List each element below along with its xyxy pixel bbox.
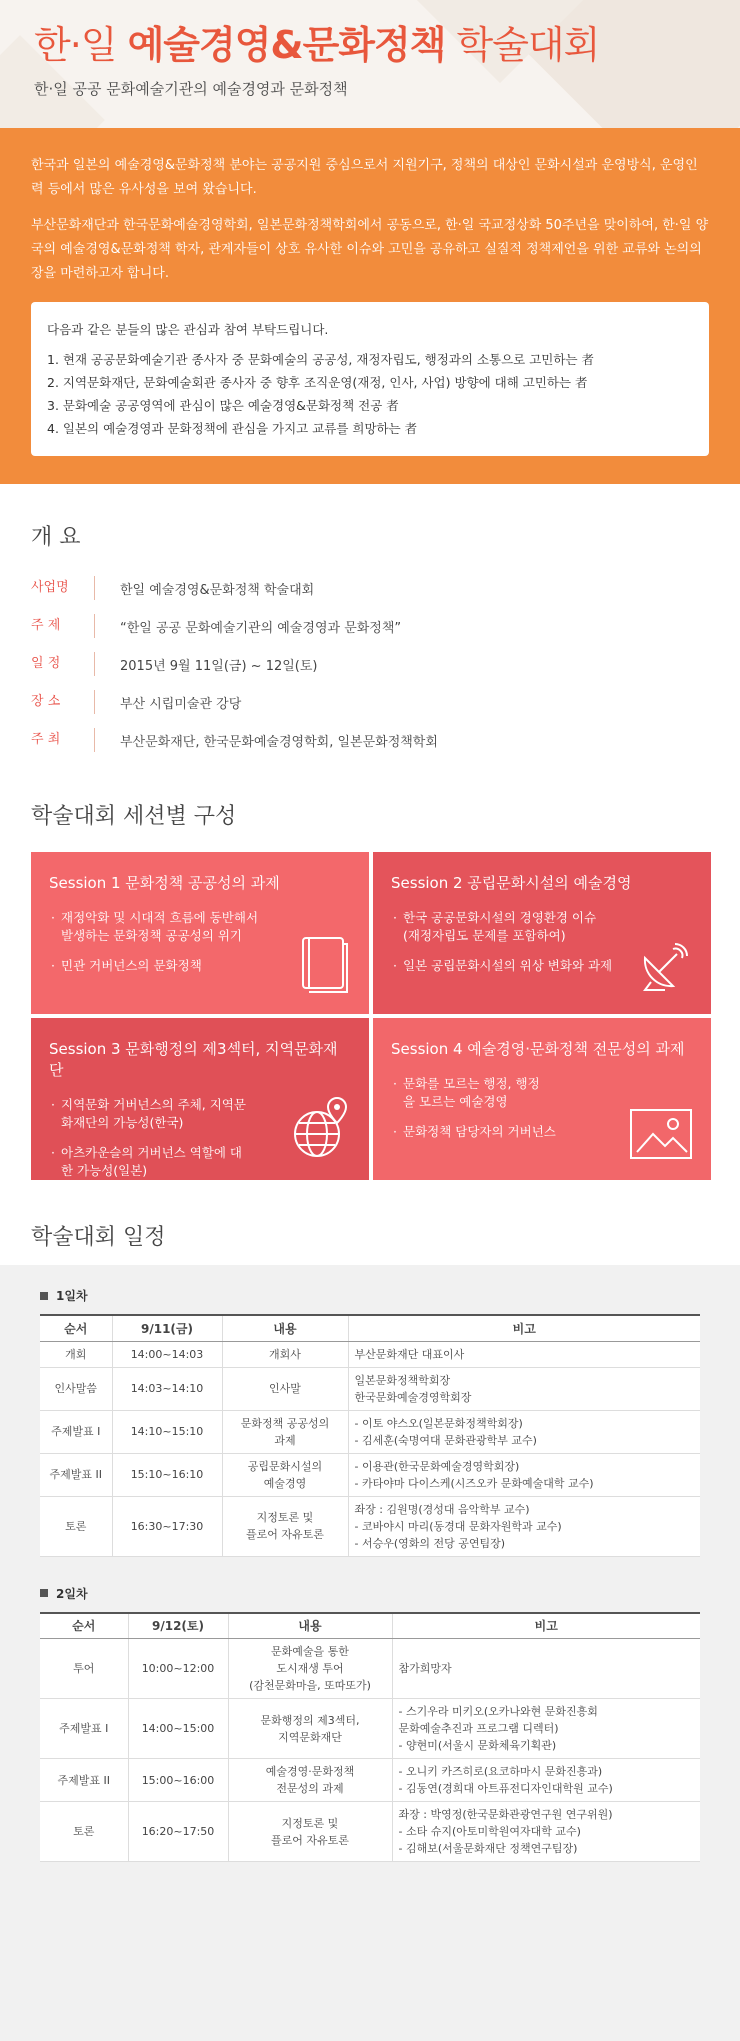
table-cell: - 이토 야스오(일본문화정책학회장) - 김세훈(숙명여대 문화관광학부 교수) <box>348 1410 700 1453</box>
table-cell: - 스기우라 미키오(오카나와현 문화진흥회 문화예술추진과 프로그램 디렉터) - 양현미(서울시 문화체육기획관) <box>392 1699 700 1759</box>
table-cell: 14:03~14:10 <box>112 1367 222 1410</box>
table-row <box>40 1759 700 1802</box>
column-header: 비고 <box>392 1613 700 1639</box>
table-row <box>40 1802 700 1862</box>
overview-value: 부산 시립미술관 강당 <box>120 696 242 712</box>
table-cell: 인사말 <box>222 1367 348 1410</box>
book-icon <box>299 934 351 994</box>
schedule-table-day1 <box>40 1314 700 1557</box>
overview-row <box>31 607 740 645</box>
overview-row <box>31 645 740 683</box>
schedule-table-day2 <box>40 1612 700 1863</box>
overview-section <box>0 520 740 759</box>
table-cell: 15:00~16:00 <box>128 1759 228 1802</box>
bullet-square-icon <box>40 1589 48 1597</box>
column-header: 순서 <box>40 1315 112 1341</box>
session-bullet: · 아츠카운슬의 거버넌스 역할에 대한 가능성(일본) <box>49 1144 249 1180</box>
table-cell: 인사말씀 <box>40 1367 112 1410</box>
session-bullet: · 문화정책 담당자의 거버넌스 <box>391 1123 693 1141</box>
image-icon <box>629 1108 693 1160</box>
overview-value: 부산문화재단, 한국문화예술경영학회, 일본문화정책학회 <box>120 734 438 750</box>
table-cell: 문화정책 공공성의 과제 <box>222 1410 348 1453</box>
table-cell: 토론 <box>40 1496 112 1556</box>
day-label: 1일차 <box>40 1287 700 1304</box>
satellite-dish-icon <box>637 938 693 994</box>
table-cell: 14:00~15:00 <box>128 1699 228 1759</box>
table-cell: 14:00~14:03 <box>112 1341 222 1367</box>
schedule-section <box>0 1265 740 2041</box>
table-cell: 참가희망자 <box>392 1639 700 1699</box>
session-card <box>373 1018 711 1180</box>
overview-value: 2015년 9월 11일(금) ~ 12일(토) <box>120 658 318 674</box>
overview-row <box>31 721 740 759</box>
table-cell: 개회 <box>40 1341 112 1367</box>
table-cell: 공립문화시설의 예술경영 <box>222 1453 348 1496</box>
table-cell: 15:10~16:10 <box>112 1453 222 1496</box>
overview-value: “한일 공공 문화예술기관의 예술경영과 문화정책” <box>120 620 402 636</box>
table-cell: 지정토론 및 플로어 자유토론 <box>222 1496 348 1556</box>
table-row <box>40 1367 700 1410</box>
table-cell: 예술경영·문화정책 전문성의 과제 <box>228 1759 392 1802</box>
table-cell: 투어 <box>40 1639 128 1699</box>
session-bullet: · 문화를 모르는 행정, 행정을 모르는 예술경영 <box>391 1075 541 1111</box>
overview-key: 장 소 <box>31 690 95 714</box>
section-title: 개 요 <box>31 525 81 550</box>
session-card <box>31 1018 369 1180</box>
overview-key: 주 최 <box>31 728 95 752</box>
session-title: Session 2 공립문화시설의 예술경영 <box>391 874 632 892</box>
list-item: 4. 일본의 예술경영과 문화정책에 관심을 가지고 교류를 희망하는 者 <box>47 421 418 436</box>
list-item: 1. 현재 공공문화예술기관 종사자 중 문화예술의 공공성, 재정자립도, 행정과의 소통으로 고민하는 者 <box>47 352 595 367</box>
table-row <box>40 1699 700 1759</box>
table-cell: 부산문화재단 대표이사 <box>348 1341 700 1367</box>
list-item: 3. 문화예술 공공영역에 관심이 많은 예술경영&문화정책 전공 者 <box>47 398 399 413</box>
table-row <box>40 1639 700 1699</box>
table-cell: 토론 <box>40 1802 128 1862</box>
bullet-square-icon <box>40 1292 48 1300</box>
intro-section <box>0 128 740 484</box>
overview-row <box>31 569 740 607</box>
table-cell: 주제발표 I <box>40 1410 112 1453</box>
column-header: 순서 <box>40 1613 128 1639</box>
table-cell: 좌장 : 김원명(경성대 음악학부 교수) - 코바야시 마리(동경대 문화자원학과 교수) - 서승우(영화의 전당 공연팀장) <box>348 1496 700 1556</box>
table-row <box>40 1341 700 1367</box>
section-title: 학술대회 일정 <box>31 1225 166 1250</box>
table-cell: 16:30~17:30 <box>112 1496 222 1556</box>
session-card <box>31 852 369 1014</box>
table-cell: 개회사 <box>222 1341 348 1367</box>
table-header-row <box>40 1315 700 1341</box>
table-cell: 일본문화정책학회장 한국문화예술경영학회장 <box>348 1367 700 1410</box>
target-audience-box <box>31 302 709 456</box>
table-cell: 10:00~12:00 <box>128 1639 228 1699</box>
session-title: Session 4 예술경영·문화정책 전문성의 과제 <box>391 1040 685 1058</box>
page-title: 한·일 예술경영&문화정책 학술대회 <box>34 23 600 67</box>
table-row <box>40 1410 700 1453</box>
table-cell: 주제발표 I <box>40 1699 128 1759</box>
target-audience-lead: 다음과 같은 분들의 많은 관심과 참여 부탁드립니다. <box>47 322 329 337</box>
intro-paragraph: 한국과 일본의 예술경영&문화정책 분야는 공공지원 중심으로서 지원기구, 정책의 대상인 문화시설과 운영방식, 운영인력 등에서 많은 유사성을 보여 왔습니다. <box>31 158 698 197</box>
table-cell: 14:10~15:10 <box>112 1410 222 1453</box>
globe-pin-icon <box>291 1096 351 1160</box>
session-card <box>373 852 711 1014</box>
session-bullet: · 일본 공립문화시설의 위상 변화와 과제 <box>391 957 693 975</box>
column-header: 내용 <box>222 1315 348 1341</box>
table-row <box>40 1496 700 1556</box>
column-header: 9/11(금) <box>112 1315 222 1341</box>
overview-key: 일 정 <box>31 652 95 676</box>
table-cell: 문화행정의 제3섹터, 지역문화재단 <box>228 1699 392 1759</box>
table-cell: 주제발표 II <box>40 1759 128 1802</box>
session-bullet: · 한국 공공문화시설의 경영환경 이슈 (재정자립도 문제를 포함하여) <box>391 909 601 945</box>
list-item: 2. 지역문화재단, 문화예술회관 종사자 중 향후 조직운영(재정, 인사, 사업) 방향에 대해 고민하는 者 <box>47 375 588 390</box>
table-row <box>40 1453 700 1496</box>
table-cell: 문화예술을 통한 도시재생 투어 (감천문화마을, 또따또가) <box>228 1639 392 1699</box>
table-cell: 16:20~17:50 <box>128 1802 228 1862</box>
session-bullet: · 민관 거버넌스의 문화정책 <box>49 957 351 975</box>
column-header: 비고 <box>348 1315 700 1341</box>
session-bullet: · 재정악화 및 시대적 흐름에 동반해서 발생하는 문화정책 공공성의 위기 <box>49 909 259 945</box>
table-cell: - 이용관(한국문화예술경영학회장) - 카타야마 다이스케(시즈오카 문화예술대학 교수) <box>348 1453 700 1496</box>
overview-key: 주 제 <box>31 614 95 638</box>
overview-row <box>31 683 740 721</box>
column-header: 9/12(토) <box>128 1613 228 1639</box>
sessions-grid <box>31 852 709 1180</box>
table-cell: - 오니키 카즈히로(요코하마시 문화진흥과) - 김동연(경희대 아트퓨전디자인대학원 교수) <box>392 1759 700 1802</box>
session-title: Session 3 문화행정의 제3섹터, 지역문화재단 <box>49 1040 338 1079</box>
table-cell: 좌장 : 박영정(한국문화관광연구원 연구위원) - 소타 슈지(아토미학원여자대학 교수) - 김해보(서울문화재단 정책연구팀장) <box>392 1802 700 1862</box>
table-header-row <box>40 1613 700 1639</box>
overview-key: 사업명 <box>31 576 95 600</box>
intro-paragraph: 부산문화재단과 한국문화예술경영학회, 일본문화정책학회에서 공동으로, 한·일 국교정상화 50주년을 맞이하여, 한·일 양국의 예술경영&문화정책 학자, 관계자들이 상호 유사한 이슈와 고민을 공유하고 실질적 정책제언을 위한 교류와 논의의 장을 마련하고자 합니다. <box>31 218 709 281</box>
session-title: Session 1 문화정책 공공성의 과제 <box>49 874 280 892</box>
session-bullet: · 지역문화 거버넌스의 주체, 지역문화재단의 가능성(한국) <box>49 1096 249 1132</box>
section-title: 학술대회 세션별 구성 <box>31 804 237 829</box>
page-subtitle: 한·일 공공 문화예술기관의 예술경영과 문화정책 <box>34 80 348 98</box>
table-cell: 주제발표 II <box>40 1453 112 1496</box>
overview-table <box>0 569 740 759</box>
hero-banner <box>0 0 740 128</box>
day-label: 2일차 <box>40 1585 700 1602</box>
column-header: 내용 <box>228 1613 392 1639</box>
table-cell: 지정토론 및 플로어 자유토론 <box>228 1802 392 1862</box>
overview-value: 한일 예술경영&문화정책 학술대회 <box>120 582 315 598</box>
